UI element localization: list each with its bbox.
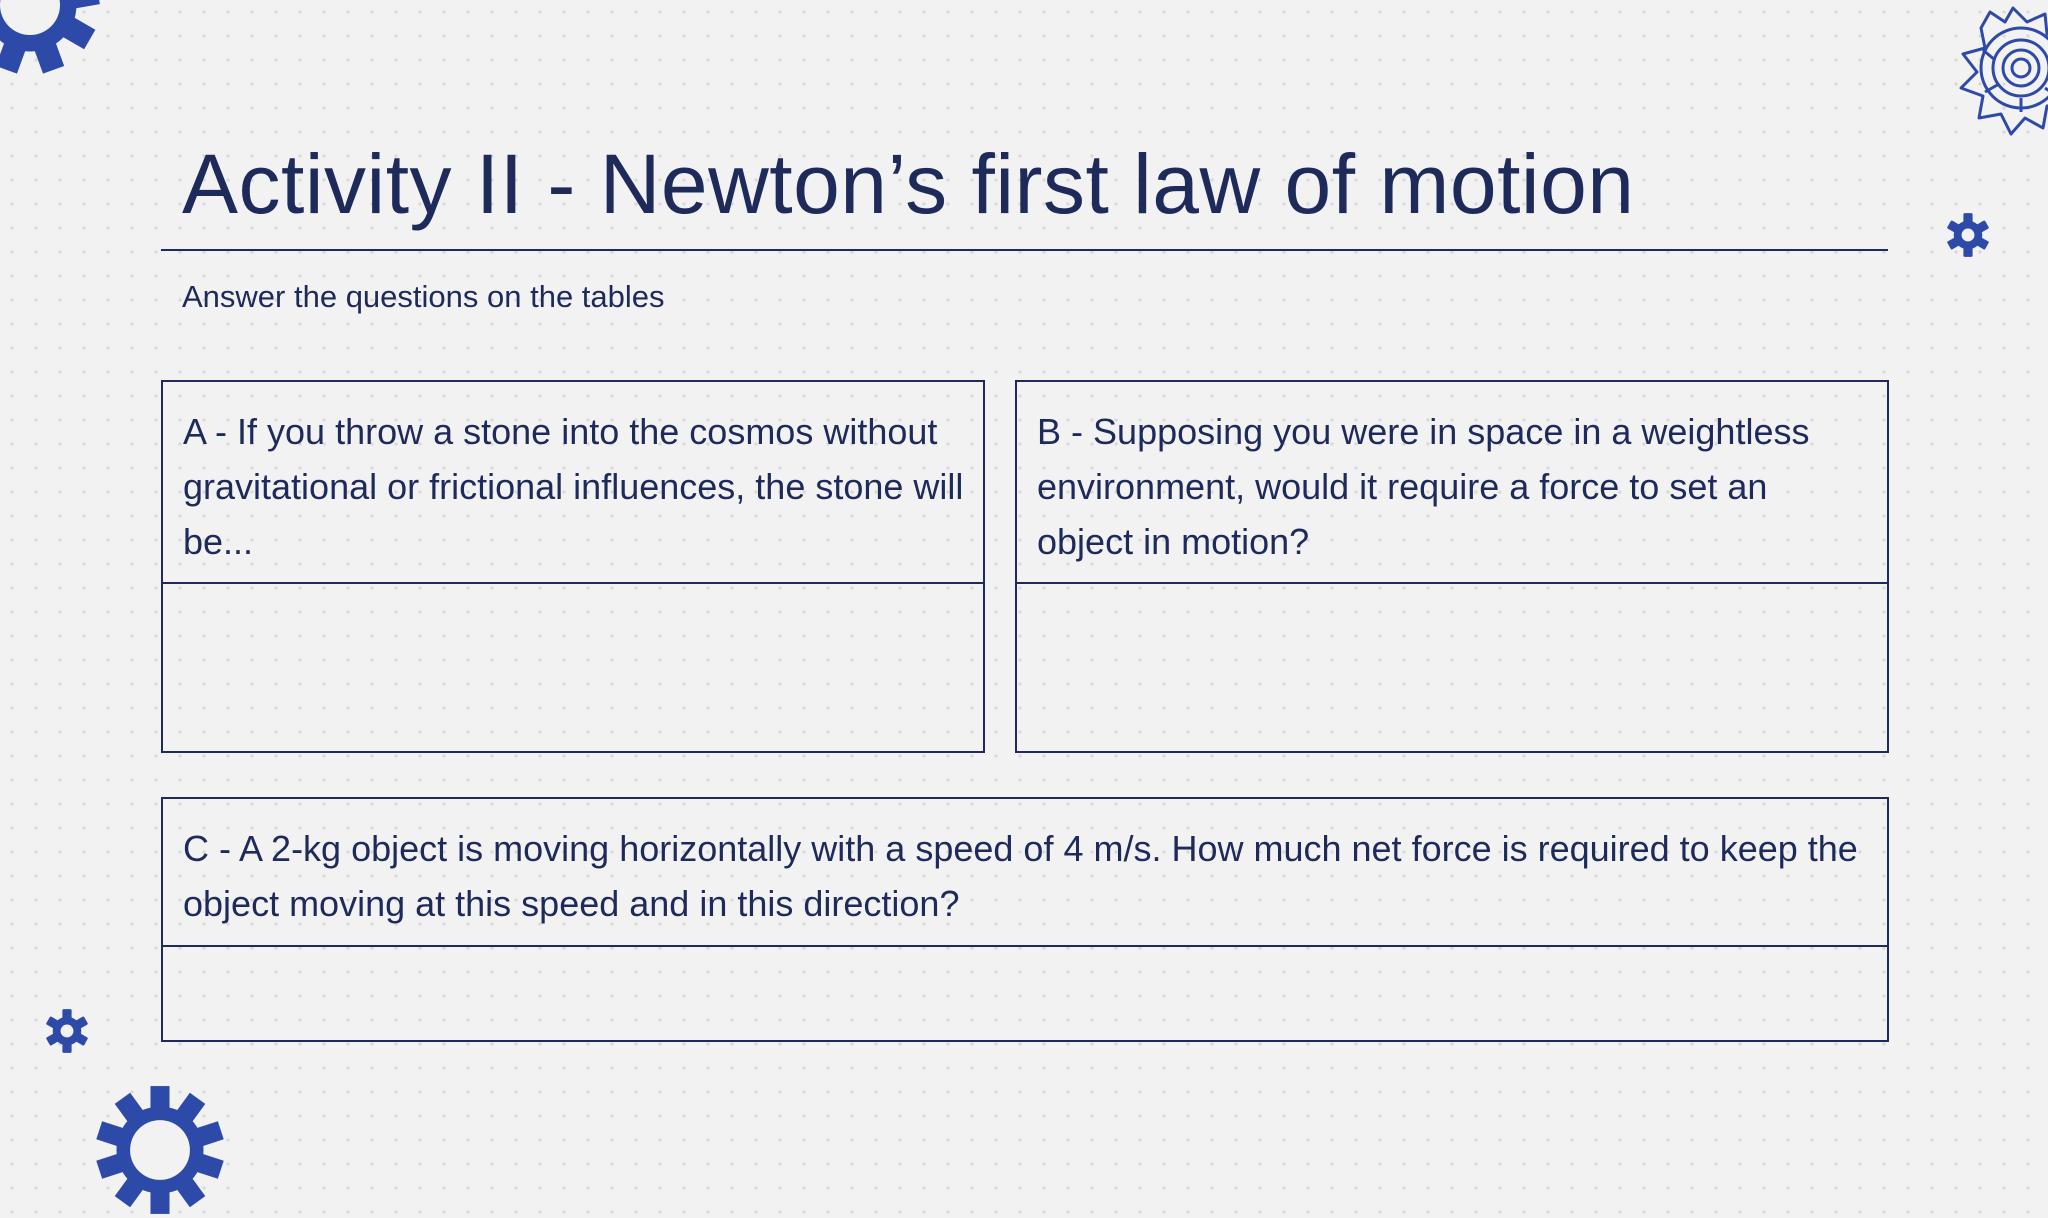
gear-icon	[92, 1082, 228, 1218]
title-divider	[161, 249, 1888, 251]
answer-field-a[interactable]	[163, 584, 983, 751]
question-body-a: If you throw a stone into the cosmos without gravitational or frictional influences, the stone will be...	[183, 411, 964, 562]
question-letter-a: A -	[183, 411, 228, 452]
question-table-a	[161, 380, 985, 753]
question-header-b	[1017, 382, 1887, 584]
cog-spiral-icon	[1935, 0, 2048, 170]
question-text-b	[1037, 404, 1869, 569]
answer-field-b[interactable]	[1017, 584, 1887, 751]
question-letter-b: B -	[1037, 411, 1084, 452]
page-title: Activity II - Newton’s first law of motion	[182, 137, 1635, 231]
answer-field-c[interactable]	[163, 947, 1887, 1040]
gear-icon	[44, 1008, 90, 1054]
question-letter-c: C -	[183, 828, 231, 869]
gear-icon	[0, 0, 105, 80]
question-body-c: A 2-kg object is moving horizontally with a speed of 4 m/s. How much net force is required to keep the object moving at this speed and in this direction?	[183, 828, 1858, 924]
gear-icon	[1945, 212, 1991, 258]
question-header-c	[163, 799, 1887, 947]
question-text-a	[183, 404, 965, 569]
question-text-c	[183, 821, 1869, 931]
question-header-a	[163, 382, 983, 584]
question-table-c	[161, 797, 1889, 1042]
question-table-b	[1015, 380, 1889, 753]
question-body-b: Supposing you were in space in a weightless environment, would it require a force to set an object in motion?	[1037, 411, 1810, 562]
instructions-text: Answer the questions on the tables	[182, 279, 665, 314]
